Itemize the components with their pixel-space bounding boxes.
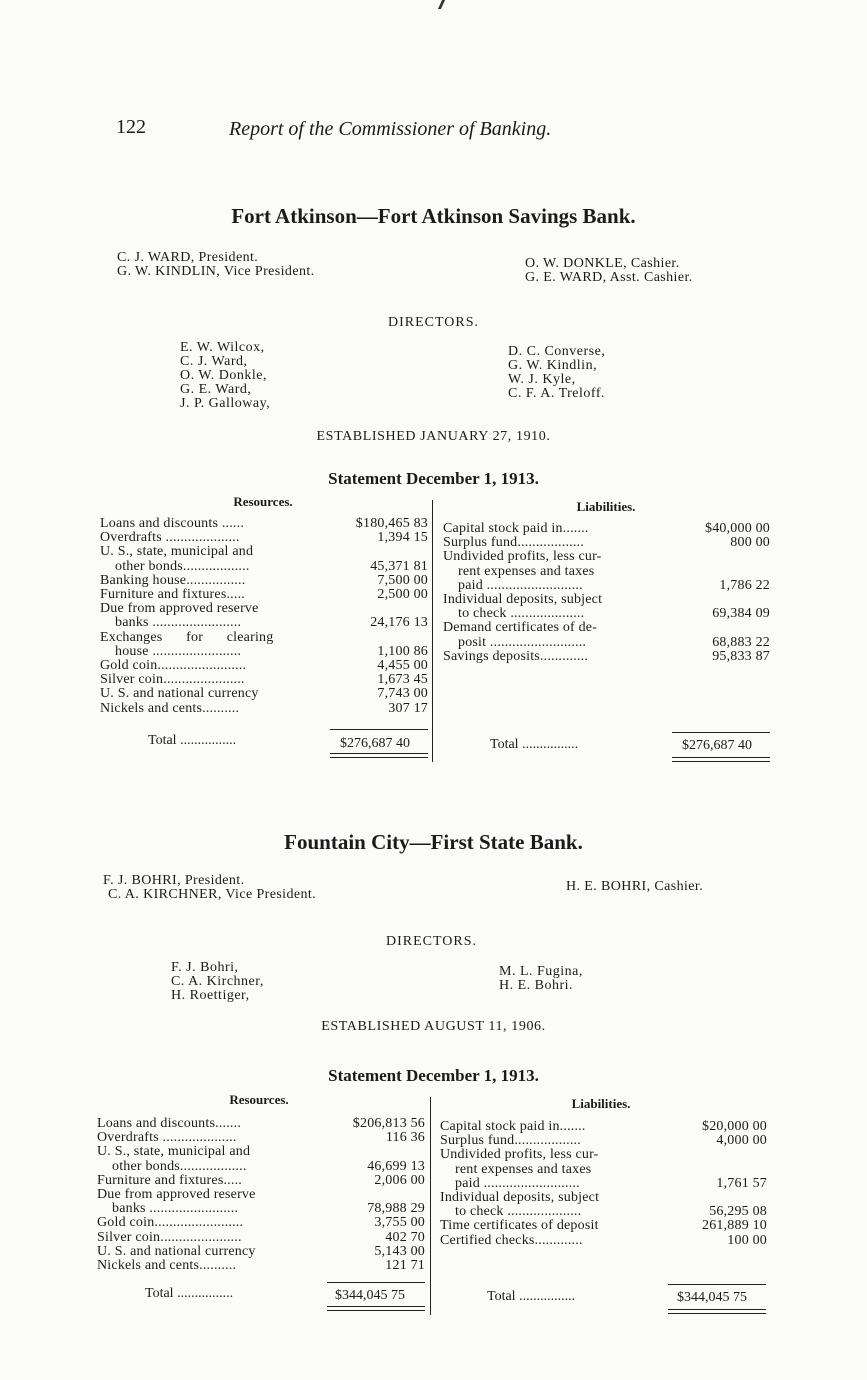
ledger-amount: 56,295 08 bbox=[709, 1204, 767, 1220]
ledger-amount: 100 00 bbox=[727, 1232, 767, 1248]
resources-total-amount: $276,687 40 bbox=[340, 736, 410, 751]
ledger-label: U. S. and national currency bbox=[100, 687, 259, 702]
officer-cashier: H. E. BOHRI, Cashier. bbox=[566, 879, 704, 894]
ledger-amount: 2,006 00 bbox=[374, 1172, 425, 1188]
ledger-label: other bonds.................. bbox=[112, 1159, 247, 1174]
ledger-row bbox=[97, 1188, 425, 1202]
ledger-amount: 7,743 00 bbox=[377, 686, 428, 702]
ledger-amount: 24,176 13 bbox=[370, 615, 428, 631]
ledger-amount: 4,455 00 bbox=[377, 658, 428, 674]
ledger-label: Silver coin...................... bbox=[100, 673, 245, 688]
bank-title: Fountain City—First State Bank. bbox=[284, 830, 583, 854]
ledger-row bbox=[443, 593, 770, 607]
ledger-amount: 68,883 22 bbox=[712, 634, 770, 650]
ledger-label: Overdrafts .................... bbox=[97, 1131, 237, 1146]
ledger-row bbox=[97, 1131, 425, 1145]
ledger-row bbox=[440, 1148, 767, 1162]
ledger-row bbox=[97, 1245, 425, 1259]
ledger-row bbox=[440, 1134, 767, 1148]
ledger-label: paid .......................... bbox=[455, 1176, 580, 1191]
sum-rule bbox=[327, 1282, 425, 1283]
ledger-label: paid .......................... bbox=[458, 578, 583, 593]
ledger-row bbox=[100, 560, 428, 574]
ledger-row bbox=[97, 1202, 425, 1216]
ledger-row bbox=[443, 579, 770, 593]
ledger-label: Overdrafts .................... bbox=[100, 531, 240, 546]
ledger-label: Gold coin........................ bbox=[100, 659, 247, 674]
ledger-row bbox=[443, 621, 770, 635]
ledger-label: Certified checks............. bbox=[440, 1233, 583, 1248]
ledger-label: Undivided profits, less cur- bbox=[440, 1148, 599, 1163]
ledger-label: Capital stock paid in....... bbox=[443, 522, 589, 536]
ledger-row bbox=[100, 574, 428, 588]
total-double-rule bbox=[330, 753, 428, 758]
ledger-row bbox=[440, 1177, 767, 1191]
ledger-label: Demand certificates of de- bbox=[443, 621, 598, 636]
ledger-amount: 3,755 00 bbox=[374, 1215, 425, 1231]
ledger-label: Time certificates of deposit bbox=[440, 1219, 599, 1234]
ledger-label: Silver coin...................... bbox=[97, 1230, 242, 1245]
ledger-row bbox=[100, 645, 428, 659]
ledger-label: Undivided profits, less cur- bbox=[443, 550, 602, 565]
ledger-row bbox=[443, 565, 770, 579]
ledger-label: Furniture and fixtures..... bbox=[97, 1173, 242, 1188]
director: G. E. Ward, bbox=[180, 382, 252, 397]
sum-rule bbox=[668, 1284, 766, 1285]
ledger-label: rent expenses and taxes bbox=[458, 564, 595, 579]
director: C. F. A. Treloff. bbox=[508, 386, 605, 401]
ledger-row bbox=[100, 517, 428, 531]
ledger-row bbox=[440, 1163, 767, 1177]
ledger-row bbox=[443, 607, 770, 621]
top-page-mark bbox=[438, 0, 445, 9]
ledger-label: Savings deposits............. bbox=[443, 649, 589, 664]
ledger-amount: 45,371 81 bbox=[370, 558, 428, 574]
ledger-row bbox=[100, 531, 428, 545]
resources-heading: Resources. bbox=[233, 494, 293, 509]
directors-heading: DIRECTORS. bbox=[385, 934, 478, 949]
ledger-row bbox=[100, 687, 428, 701]
ledger-amount: 261,889 10 bbox=[702, 1218, 767, 1234]
ledger-row bbox=[440, 1234, 767, 1248]
ledger-label: Nickels and cents.......... bbox=[97, 1259, 237, 1274]
ledger-row bbox=[443, 636, 770, 650]
liabilities-list bbox=[440, 1120, 767, 1248]
resources-total-label: Total ................ bbox=[148, 733, 237, 748]
ledger-row bbox=[97, 1231, 425, 1245]
ledger-amount: 5,143 00 bbox=[374, 1243, 425, 1259]
ledger-label: Banking house................ bbox=[100, 573, 246, 588]
ledger-row bbox=[440, 1120, 767, 1134]
ledger-label: house ........................ bbox=[115, 644, 242, 659]
directors-right bbox=[499, 965, 583, 993]
officers-right bbox=[525, 257, 693, 285]
statement-heading: Statement December 1, 1913. bbox=[328, 1066, 539, 1085]
statement-heading: Statement December 1, 1913. bbox=[328, 469, 539, 488]
ledger-row bbox=[100, 588, 428, 602]
ledger-row bbox=[97, 1117, 425, 1131]
ledger-label: U. S. and national currency bbox=[97, 1244, 256, 1259]
ledger-amount: 307 17 bbox=[388, 700, 428, 716]
ledger-row bbox=[100, 702, 428, 716]
liabilities-total-label: Total ................ bbox=[487, 1289, 576, 1304]
officers-right bbox=[566, 880, 703, 894]
ledger-row bbox=[100, 616, 428, 630]
ledger-label: Nickels and cents.......... bbox=[100, 701, 240, 716]
ledger-label: U. S., state, municipal and bbox=[100, 545, 254, 560]
ledger-row bbox=[100, 659, 428, 673]
director: H. Roettiger, bbox=[171, 988, 250, 1003]
ledger-amount: 800 00 bbox=[730, 535, 770, 551]
established-date: ESTABLISHED AUGUST 11, 1906. bbox=[321, 1019, 546, 1034]
officer-vice-president: C. A. KIRCHNER, Vice President. bbox=[108, 887, 317, 902]
director: D. C. Converse, bbox=[508, 344, 606, 359]
ledger-amount: 1,394 15 bbox=[377, 530, 428, 546]
ledger-amount: 1,786 22 bbox=[719, 577, 770, 593]
resources-list bbox=[100, 517, 428, 716]
ledger-amount: $20,000 00 bbox=[702, 1119, 767, 1134]
ledger-label: Individual deposits, subject bbox=[440, 1191, 600, 1206]
established-date: ESTABLISHED JANUARY 27, 1910. bbox=[316, 429, 551, 444]
ledger-amount: 121 71 bbox=[385, 1258, 425, 1274]
sum-rule bbox=[672, 732, 770, 733]
page-number: 122 bbox=[116, 116, 146, 138]
ledger-label: Surplus fund.................. bbox=[443, 536, 584, 551]
ledger-row bbox=[97, 1174, 425, 1188]
ledger-row bbox=[100, 673, 428, 687]
ledger-row bbox=[443, 522, 770, 536]
director: O. W. Donkle, bbox=[180, 368, 267, 383]
ledger-row bbox=[440, 1219, 767, 1233]
resources-total-amount: $344,045 75 bbox=[335, 1288, 405, 1303]
ledger-label: Individual deposits, subject bbox=[443, 593, 603, 608]
liabilities-heading: Liabilities. bbox=[571, 1096, 631, 1111]
ledger-amount: 95,833 87 bbox=[712, 648, 770, 664]
column-divider bbox=[432, 500, 433, 762]
ledger-row bbox=[443, 550, 770, 564]
ledger-label: Gold coin........................ bbox=[97, 1216, 244, 1231]
directors-left bbox=[180, 341, 270, 411]
ledger-row bbox=[97, 1216, 425, 1230]
director: F. J. Bohri, bbox=[171, 960, 239, 975]
ledger-amount: 78,988 29 bbox=[367, 1201, 425, 1217]
ledger-amount: 402 70 bbox=[385, 1229, 425, 1245]
directors-right bbox=[508, 345, 605, 401]
ledger-row bbox=[100, 545, 428, 559]
officer-vice-president: G. W. KINDLIN, Vice President. bbox=[117, 264, 315, 279]
officer-president: C. J. WARD, President. bbox=[117, 250, 259, 265]
total-double-rule bbox=[672, 757, 770, 762]
liabilities-total-amount: $344,045 75 bbox=[677, 1290, 747, 1305]
ledger-label: Due from approved reserve bbox=[97, 1188, 256, 1203]
ledger-amount: 46,699 13 bbox=[367, 1158, 425, 1174]
ledger-amount: 2,500 00 bbox=[377, 587, 428, 603]
ledger-amount: 4,000 00 bbox=[716, 1133, 767, 1149]
ledger-amount: 116 36 bbox=[385, 1130, 425, 1146]
bank-title: Fort Atkinson—Fort Atkinson Savings Bank. bbox=[231, 204, 636, 228]
ledger-label: Due from approved reserve bbox=[100, 602, 259, 617]
running-head: Report of the Commissioner of Banking. bbox=[229, 118, 552, 140]
officer-president: F. J. BOHRI, President. bbox=[103, 873, 245, 888]
ledger-amount: $206,813 56 bbox=[352, 1116, 425, 1131]
ledger-row bbox=[97, 1259, 425, 1273]
director: G. W. Kindlin, bbox=[508, 358, 598, 373]
ledger-row bbox=[443, 650, 770, 664]
ledger-amount: 1,100 86 bbox=[377, 643, 428, 659]
resources-list bbox=[97, 1117, 425, 1273]
ledger-row bbox=[100, 631, 428, 645]
director: C. A. Kirchner, bbox=[171, 974, 264, 989]
director: H. E. Bohri. bbox=[499, 978, 574, 993]
ledger-label: banks ........................ bbox=[112, 1202, 239, 1217]
ledger-amount: 7,500 00 bbox=[377, 572, 428, 588]
director: M. L. Fugina, bbox=[499, 964, 583, 979]
column-divider bbox=[430, 1097, 431, 1315]
directors-left bbox=[171, 961, 264, 1003]
liabilities-total-amount: $276,687 40 bbox=[682, 738, 752, 753]
ledger-label: Furniture and fixtures..... bbox=[100, 588, 245, 603]
director: C. J. Ward, bbox=[180, 354, 248, 369]
ledger-row bbox=[97, 1160, 425, 1174]
ledger-label: banks ........................ bbox=[115, 616, 242, 631]
director: E. W. Wilcox, bbox=[180, 340, 265, 355]
sum-rule bbox=[330, 729, 428, 730]
total-double-rule bbox=[668, 1309, 766, 1314]
director: W. J. Kyle, bbox=[508, 372, 576, 387]
ledger-row bbox=[440, 1191, 767, 1205]
officers-left bbox=[103, 874, 316, 902]
ledger-amount: 1,673 45 bbox=[377, 672, 428, 688]
ledger-label: posit .......................... bbox=[458, 635, 587, 650]
ledger-amount: 69,384 09 bbox=[712, 606, 770, 622]
ledger-label: rent expenses and taxes bbox=[455, 1162, 592, 1177]
total-double-rule bbox=[327, 1306, 425, 1311]
directors-heading: DIRECTORS. bbox=[387, 315, 480, 330]
ledger-amount: $40,000 00 bbox=[705, 521, 770, 536]
officers-left bbox=[117, 251, 315, 279]
ledger-label: Surplus fund.................. bbox=[440, 1134, 581, 1149]
resources-heading: Resources. bbox=[229, 1092, 289, 1107]
liabilities-heading: Liabilities. bbox=[576, 499, 636, 514]
ledger-row bbox=[440, 1205, 767, 1219]
ledger-label: to check .................... bbox=[458, 607, 585, 622]
director: J. P. Galloway, bbox=[180, 396, 271, 411]
liabilities-list bbox=[443, 522, 770, 664]
liabilities-total-label: Total ................ bbox=[490, 737, 579, 752]
officer-asst-cashier: G. E. WARD, Asst. Cashier. bbox=[525, 270, 693, 285]
ledger-row bbox=[100, 602, 428, 616]
resources-total-label: Total ................ bbox=[145, 1286, 234, 1301]
ledger-label: U. S., state, municipal and bbox=[97, 1145, 251, 1160]
ledger-label: to check .................... bbox=[455, 1205, 582, 1220]
ledger-label: Loans and discounts ...... bbox=[100, 517, 245, 531]
ledger-row bbox=[97, 1145, 425, 1159]
ledger-amount: 1,761 57 bbox=[716, 1175, 767, 1191]
ledger-amount: $180,465 83 bbox=[355, 516, 428, 531]
ledger-label: Exchanges for clearing bbox=[100, 630, 274, 645]
officer-cashier: O. W. DONKLE, Cashier. bbox=[525, 256, 680, 271]
ledger-label: other bonds.................. bbox=[115, 559, 250, 574]
ledger-label: Capital stock paid in....... bbox=[440, 1120, 586, 1134]
ledger-label: Loans and discounts....... bbox=[97, 1117, 242, 1131]
ledger-row bbox=[443, 536, 770, 550]
